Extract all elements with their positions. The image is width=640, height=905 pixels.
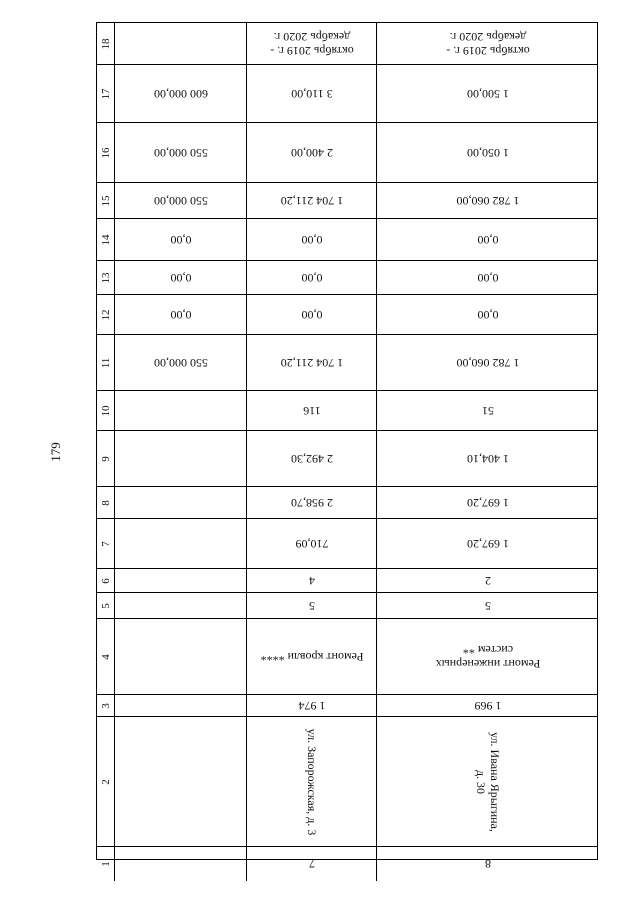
table-cell (377, 619, 599, 694)
table-column-16 (97, 123, 597, 183)
column-number: 1 (99, 861, 112, 867)
table-cell (115, 23, 247, 64)
table-cell (115, 593, 247, 618)
column-header-cell (97, 569, 115, 592)
data-table (96, 22, 598, 871)
cell-value: 2 492,30 (290, 451, 333, 466)
table-column-10 (97, 391, 597, 431)
column-number: 11 (99, 357, 112, 368)
table-cell (247, 183, 377, 218)
column-header-cell (97, 123, 115, 182)
column-header-cell (97, 261, 115, 294)
cell-value: 0,00 (170, 270, 191, 285)
table-cell (115, 123, 247, 182)
table-cell (247, 219, 377, 260)
table-column-6 (97, 569, 597, 593)
table-column-2 (97, 717, 597, 847)
cell-value: 2 (485, 573, 491, 588)
column-header-cell (97, 717, 115, 846)
cell-value: октябрь 2019 г. - декабрь 2020 г. (269, 29, 354, 58)
table-column-13 (97, 261, 597, 295)
column-number: 7 (99, 540, 112, 547)
column-header-cell (97, 519, 115, 568)
cell-value: 1 404,10 (467, 451, 509, 466)
cell-value: 0,00 (301, 232, 322, 247)
cell-value: 116 (302, 403, 321, 418)
cell-value: 2 958,70 (290, 495, 333, 510)
cell-value: 4 (308, 573, 315, 588)
table-cell (247, 431, 377, 486)
cell-value: 0,00 (477, 307, 499, 322)
cell-value: 5 (308, 598, 315, 613)
table-cell (377, 219, 599, 260)
table-cell (377, 335, 599, 390)
table-column-8 (97, 487, 597, 519)
cell-value: 0,00 (301, 307, 322, 322)
table-cell (115, 487, 247, 518)
cell-value: октябрь 2019 г. - декабрь 2020 г. (446, 29, 530, 58)
table-cell (377, 65, 599, 122)
table-column-18 (97, 23, 597, 65)
table-column-15 (97, 183, 597, 219)
column-header-cell (97, 593, 115, 618)
table-cell (247, 569, 377, 592)
table-cell (377, 23, 599, 64)
cell-value: 0,00 (170, 232, 191, 247)
table-cell (377, 569, 599, 592)
table-cell (115, 569, 247, 592)
table-column-14 (97, 219, 597, 261)
cell-value: 2 400,00 (290, 145, 333, 160)
column-number: 10 (99, 405, 112, 416)
cell-value: 1 969 (474, 698, 502, 713)
cell-value: ул. Запорожская, д. 3 (304, 728, 319, 835)
cell-value: 550 000,00 (153, 193, 208, 208)
table-cell (247, 519, 377, 568)
column-header-cell (97, 65, 115, 122)
column-number: 8 (99, 499, 112, 506)
cell-value: Ремонт инженерных систем ** (435, 642, 541, 671)
cell-value: 0,00 (301, 270, 322, 285)
table-cell (115, 431, 247, 486)
column-number: 3 (99, 702, 112, 709)
column-header-cell (97, 431, 115, 486)
column-number: 4 (99, 653, 112, 660)
cell-value: 3 110,00 (290, 86, 333, 101)
cell-value: ул. Ивана Ярыгина, д. 30 (474, 731, 502, 832)
table-cell (377, 391, 599, 430)
cell-value: 1 782 060,00 (456, 193, 520, 208)
table-cell (247, 23, 377, 64)
table-cell (115, 619, 247, 694)
table-cell (377, 295, 599, 334)
table-cell (115, 295, 247, 334)
table-column-9 (97, 431, 597, 487)
table-cell (247, 391, 377, 430)
column-number: 14 (99, 234, 112, 245)
table-cell (247, 695, 377, 716)
cell-value: 1 974 (298, 698, 325, 713)
cell-value: 0,00 (170, 307, 191, 322)
column-number: 15 (99, 195, 112, 206)
table-cell (115, 65, 247, 122)
table-cell (247, 335, 377, 390)
table-cell (115, 219, 247, 260)
column-header-cell (97, 619, 115, 694)
table-cell (377, 593, 599, 618)
table-cell (115, 335, 247, 390)
table-cell (247, 717, 377, 846)
cell-value: 1 704 211,20 (280, 355, 343, 370)
cell-value: Ремонт кровли **** (260, 649, 363, 664)
table-cell (247, 261, 377, 294)
column-number: 13 (99, 272, 112, 283)
table-cell (377, 261, 599, 294)
cell-value: 5 (485, 598, 491, 613)
table-cell (247, 487, 377, 518)
table-cell (247, 593, 377, 618)
table-cell (377, 695, 599, 716)
table-cell (115, 717, 247, 846)
column-header-cell (97, 219, 115, 260)
cell-value: 550 000,00 (153, 145, 208, 160)
table-cell (247, 847, 377, 881)
cell-value: 0,00 (477, 232, 499, 247)
column-number: 2 (99, 778, 112, 785)
column-header-cell (97, 695, 115, 716)
table-cell (115, 183, 247, 218)
table-column-4 (97, 619, 597, 695)
column-header-cell (97, 335, 115, 390)
cell-value: 1 050,00 (467, 145, 509, 160)
table-cell (377, 183, 599, 218)
page-number: 179 (48, 442, 63, 462)
cell-value: 51 (482, 403, 494, 418)
table-cell (115, 261, 247, 294)
cell-value: 0,00 (477, 270, 499, 285)
cell-value: 1 697,20 (467, 536, 509, 551)
column-number: 5 (99, 602, 112, 609)
table-cell (115, 519, 247, 568)
table-cell (115, 391, 247, 430)
table-cell (115, 695, 247, 716)
cell-value: 600 000,00 (153, 86, 208, 101)
table-column-1 (97, 847, 597, 881)
column-number: 17 (99, 88, 112, 99)
table-cell (377, 123, 599, 182)
table-column-7 (97, 519, 597, 569)
table-cell (247, 123, 377, 182)
table-cell (377, 847, 599, 881)
cell-value: 1 697,20 (467, 495, 509, 510)
table-cell (377, 519, 599, 568)
table-column-11 (97, 335, 597, 391)
column-header-cell (97, 487, 115, 518)
column-number: 9 (99, 455, 112, 462)
column-number: 16 (99, 147, 112, 158)
table-cell (247, 619, 377, 694)
column-number: 18 (99, 38, 112, 49)
column-header-cell (97, 847, 115, 881)
cell-value: 1 500,00 (467, 86, 509, 101)
table-column-3 (97, 695, 597, 717)
cell-value: 1 782 060,00 (456, 355, 520, 370)
cell-value: 710,09 (295, 536, 328, 551)
table-column-17 (97, 65, 597, 123)
column-number: 12 (99, 309, 112, 320)
table-cell (377, 487, 599, 518)
column-header-cell (97, 295, 115, 334)
column-header-cell (97, 391, 115, 430)
cell-value: 550 000,00 (153, 355, 208, 370)
table-cell (247, 295, 377, 334)
cell-value: 1 704 211,20 (280, 193, 343, 208)
table-column-12 (97, 295, 597, 335)
table-cell (115, 847, 247, 881)
cell-value: 7 (308, 857, 315, 871)
cell-value: 8 (485, 857, 491, 871)
table-cell (377, 717, 599, 846)
column-header-cell (97, 183, 115, 218)
table-column-5 (97, 593, 597, 619)
table-cell (377, 431, 599, 486)
column-header-cell (97, 23, 115, 64)
table-cell (247, 65, 377, 122)
column-number: 6 (99, 577, 112, 584)
